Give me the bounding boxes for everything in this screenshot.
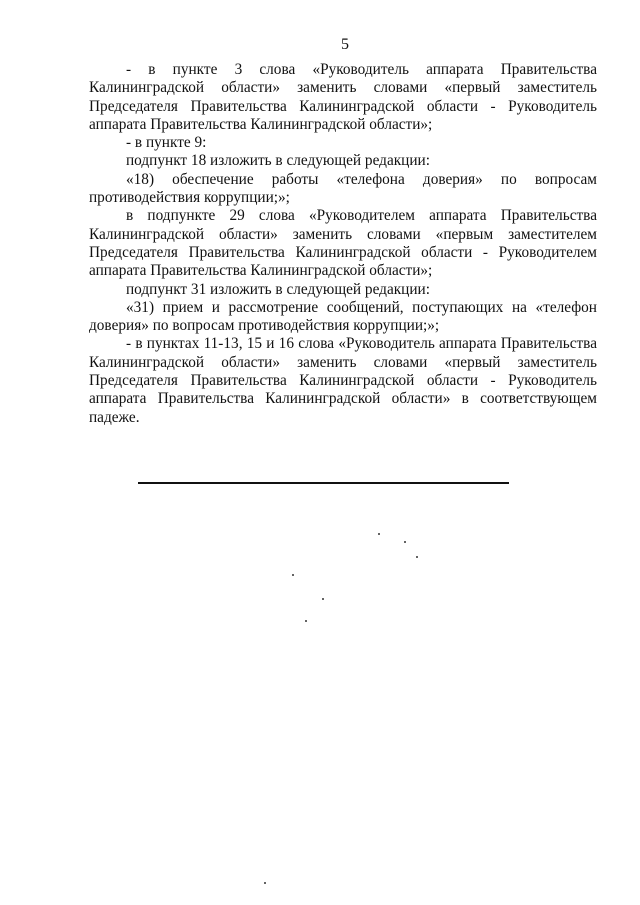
document-body: [89, 61, 597, 427]
scan-speck: [416, 556, 418, 558]
scan-speck: [305, 620, 307, 622]
paragraph-subitem-18-intro: подпункт 18 изложить в следующей редакции:: [126, 152, 430, 170]
paragraph-item-3: - в пункте 3 слова «Руководитель аппарата Правительства Калининградской области» заменить словами «первый заместитель Председателя Правительства Калининградской области - Руководитель аппарата Правительства Калининградской области»;: [89, 61, 597, 133]
paragraph-item-9: - в пункте 9:: [126, 134, 207, 152]
page-number: 5: [341, 36, 349, 53]
scan-speck: [264, 882, 266, 884]
closing-rule: [138, 482, 509, 484]
scan-speck: [404, 541, 406, 543]
paragraph-subitem-18-text: «18) обеспечение работы «телефона доверия» по вопросам противодействия коррупции;»;: [89, 170, 597, 207]
paragraph-subitem-29: в подпункте 29 слова «Руководителем аппарата Правительства Калининградской области» заменить словами «первым заместителем Председателя Правительства Калининградской области - Руководителем аппарата Правительства Калининградской области»;: [89, 207, 597, 280]
paragraph-subitem-31-intro: подпункт 31 изложить в следующей редакции:: [126, 280, 430, 298]
scan-speck: [292, 574, 294, 576]
scan-speck: [322, 598, 324, 600]
paragraph-items-11-16: - в пунктах 11-13, 15 и 16 слова «Руководитель аппарата Правительства Калининградской области» заменить словами «первый заместитель Председателя Правительства Калининградской области - Руководитель аппарата Правительства Калининградской области» в соответствующем падеже.: [89, 335, 597, 426]
paragraph-subitem-31-text: «31) прием и рассмотрение сообщений, поступающих на «телефон доверия» по вопросам противодействия коррупции;»;: [89, 298, 597, 335]
scan-speck: [378, 533, 380, 535]
